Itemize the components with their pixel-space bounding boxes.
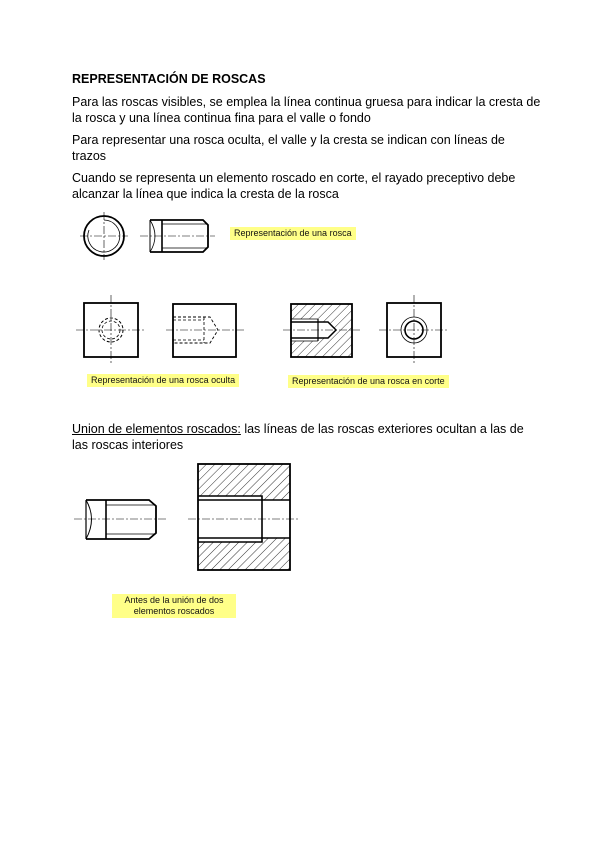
hidden-thread-end-view	[76, 295, 146, 365]
caption-section-thread: Representación de una rosca en corte	[288, 375, 449, 388]
paragraph-visible-threads: Para las roscas visibles, se emplea la línea continua gruesa para indicar la cresta de la rosca y una línea continua fina para el valle o fondo	[72, 95, 541, 125]
caption-visible-thread: Representación de una rosca	[230, 227, 356, 240]
visible-thread-side-view	[140, 220, 215, 252]
paragraph-section-threads: Cuando se representa un elemento roscado en corte, el rayado preceptivo debe alcanzar la línea que indica la cresta de la rosca	[72, 171, 516, 201]
union-text: las líneas de las roscas exteriores ocultan a las de las roscas interiores	[72, 422, 524, 452]
union-heading: Union de elementos roscados:	[72, 422, 241, 436]
paragraph-hidden-threads: Para representar una rosca oculta, el valle y la cresta se indican con líneas de trazos	[72, 133, 505, 163]
visible-thread-end-view	[80, 212, 128, 260]
union-nut-section	[188, 464, 300, 570]
union-bolt	[74, 500, 168, 539]
section-thread-end-view	[379, 295, 449, 365]
caption-hidden-thread: Representación de una rosca oculta	[87, 374, 239, 387]
hidden-thread-side-view	[166, 304, 244, 357]
caption-union: Antes de la unión de dos elementos roscados	[112, 594, 236, 618]
section-thread-side-view	[283, 304, 360, 357]
page-title: REPRESENTACIÓN DE ROSCAS	[72, 72, 266, 86]
